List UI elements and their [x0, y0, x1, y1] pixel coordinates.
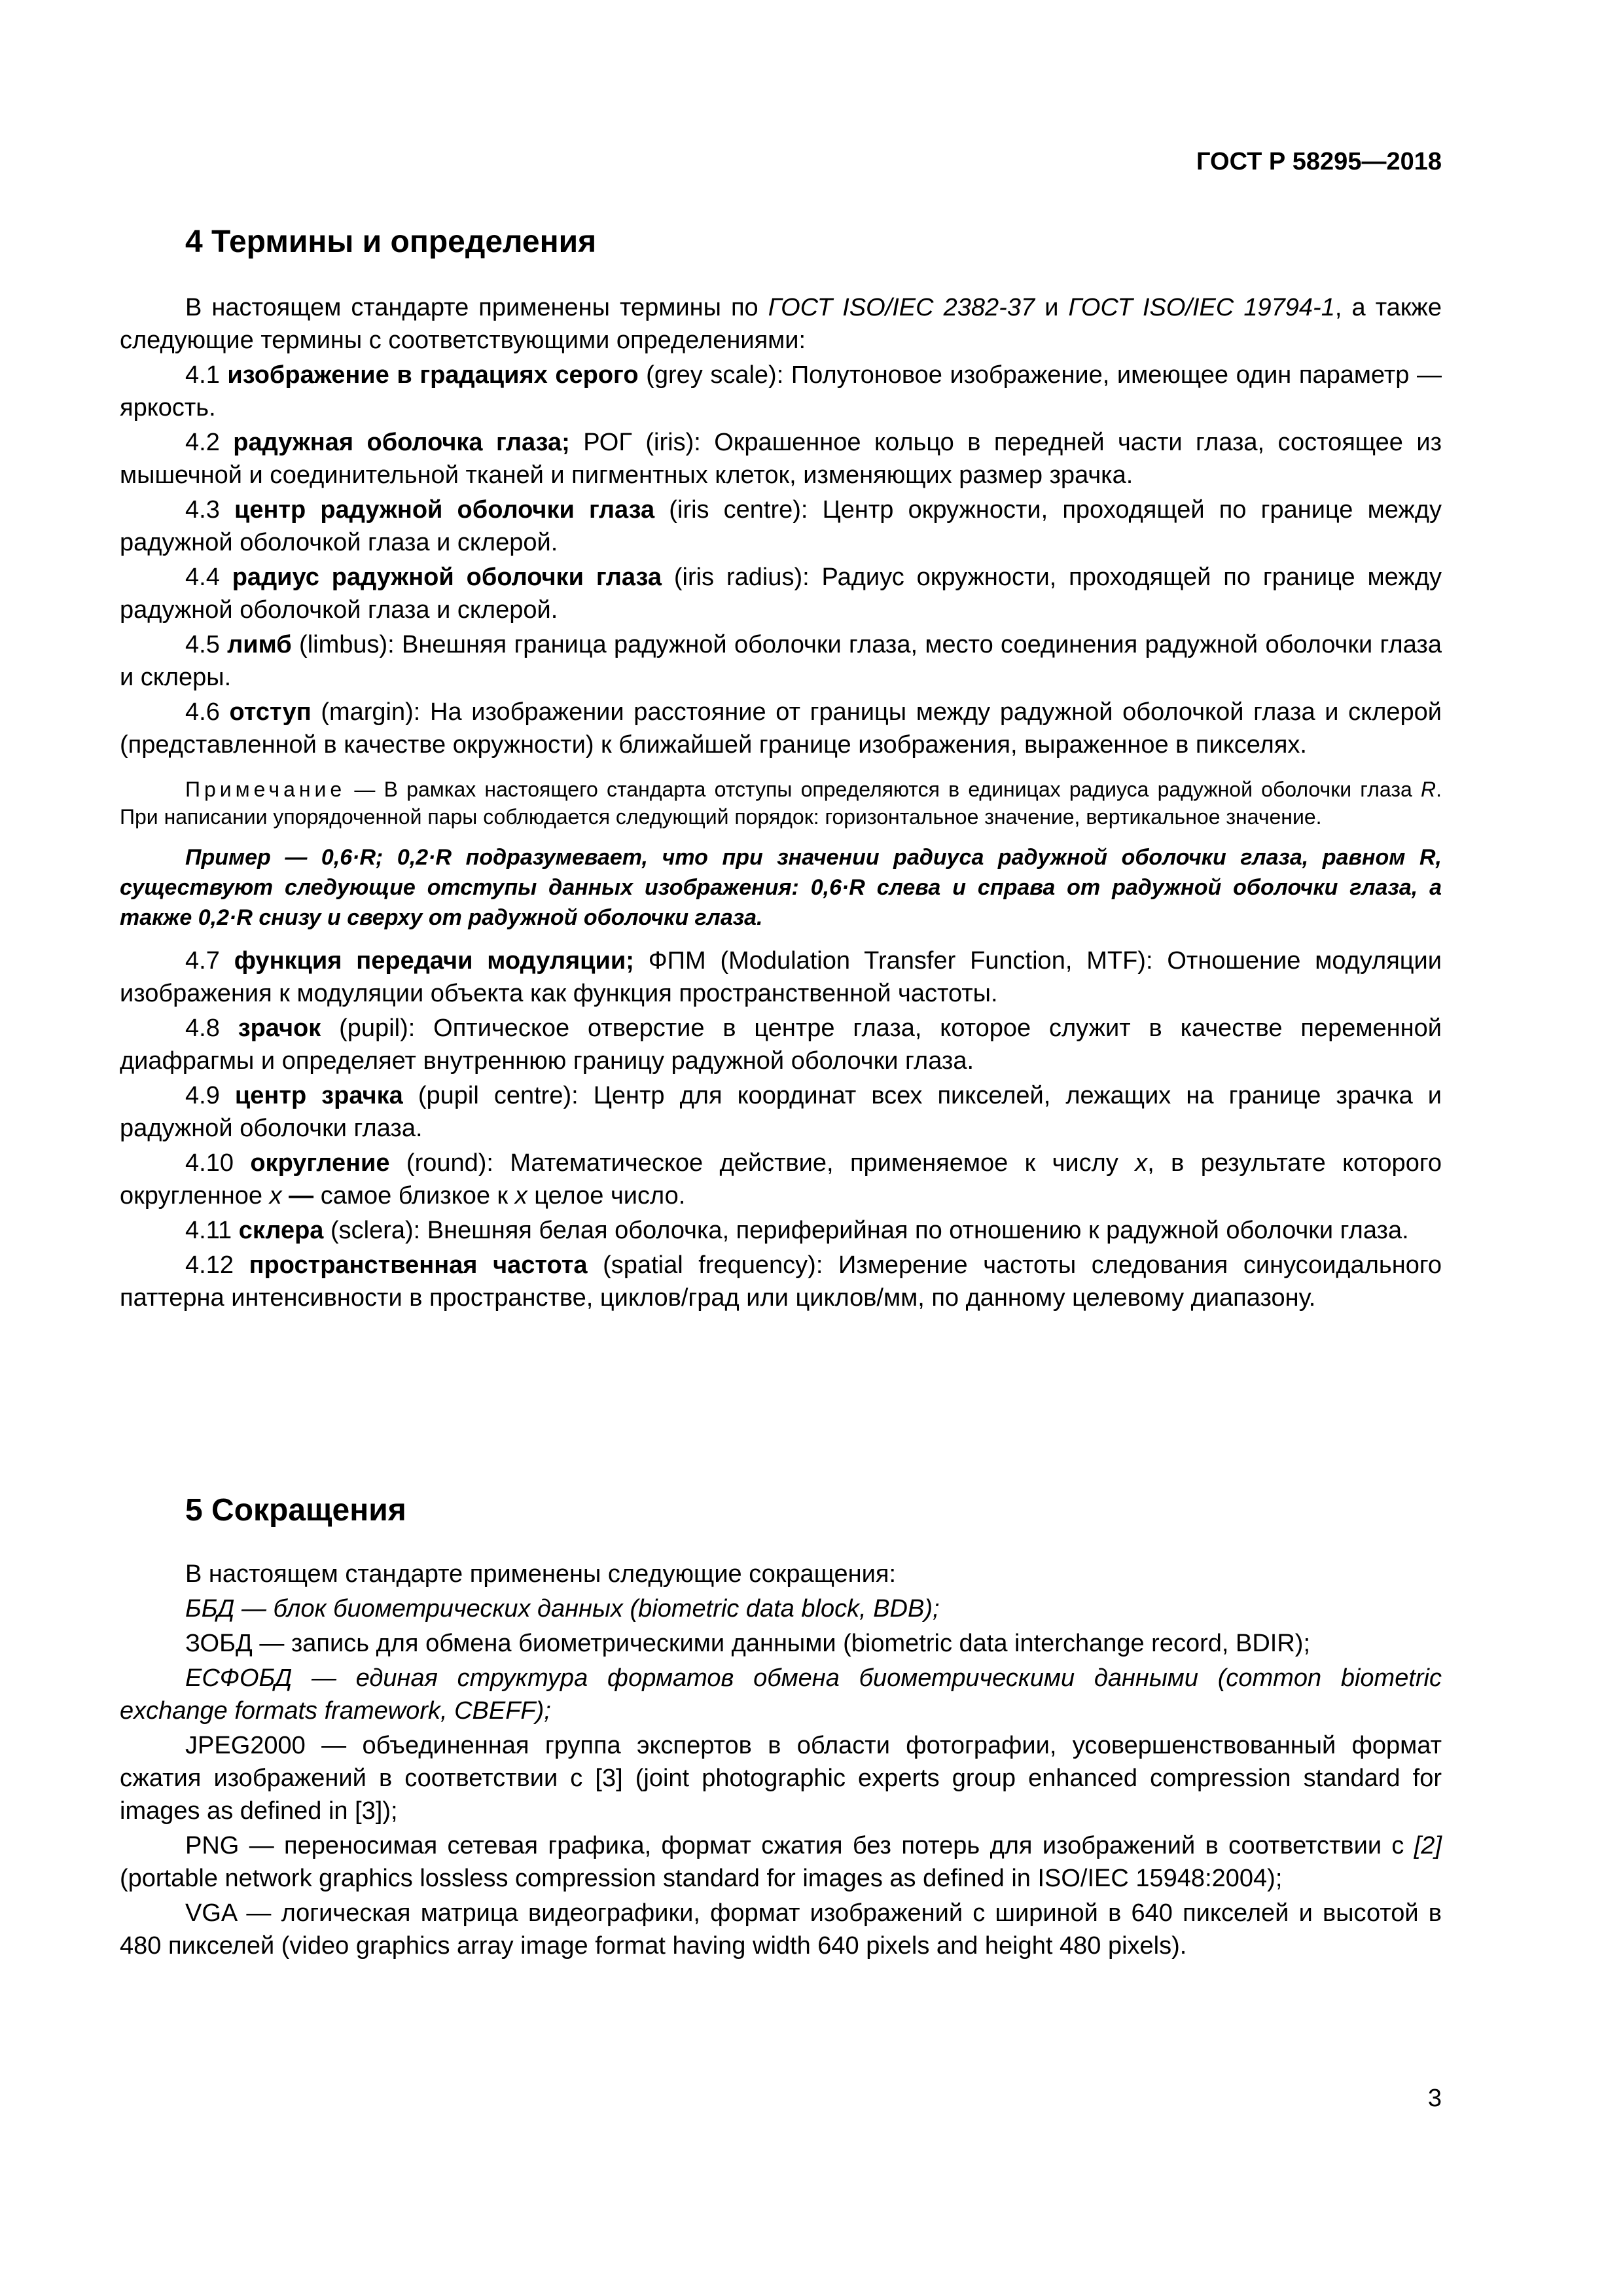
section-4-body [120, 291, 1442, 1316]
standard-header: ГОСТ Р 58295—2018 [1196, 148, 1442, 175]
term-4-12: 4.12 пространственная частота (spatial frequency): Измерение частоты следования синусоидального паттерна интенсивности в пространстве, циклов/град или циклов/мм, по данному целевому диапазону. [120, 1251, 1442, 1312]
term-4-1: 4.1 изображение в градациях серого (grey scale): Полутоновое изображение, имеющее один параметр — яркость. [120, 361, 1442, 422]
term-4-10: 4.10 округление (round): Математическое действие, применяемое к числу x, в результате которого округленное x — самое близкое к x целое число. [120, 1149, 1442, 1210]
section-4-intro: В настоящем стандарте применены термины по ГОСТ ISO/IEC 2382-37 и ГОСТ ISO/IEC 19794-1, а также следующие термины с соответствующими определениями: [120, 294, 1442, 354]
abbr-bbd: ББД — блок биометрических данных (biometric data block, BDB); [185, 1595, 940, 1623]
abbr-png: PNG — переносимая сетевая графика, формат сжатия без потерь для изображений в соответствии с [2] (portable network graphics lossless compression standard for images as defined in ISO/IEC 15948:2004); [120, 1832, 1442, 1892]
term-4-4: 4.4 радиус радужной оболочки глаза (iris radius): Радиус окружности, проходящей по границе между радужной оболочкой глаза и склерой. [120, 564, 1442, 624]
abbr-jpeg2000: JPEG2000 — объединенная группа экспертов в области фотографии, усовершенствованный формат сжатия изображений в соответствии с [3] (joint photographic experts group enhanced compression standard for images as defined in [3]); [120, 1732, 1442, 1825]
note: Примечание — В рамках настоящего стандарта отступы определяются в единицах радиуса радужной оболочки глаза R. При написании упорядоченной пары соблюдается следующий порядок: горизонтальное значение, вертикальное значение. [120, 778, 1442, 829]
example: Пример — 0,6·R; 0,2·R подразумевает, что при значении радиуса радужной оболочки глаза, равном R, существуют следующие отступы данных изображения: 0,6·R слева и справа от радужной оболочки глаза, а также 0,2·R снизу и сверху от радужной оболочки глаза. [120, 845, 1442, 930]
term-4-8: 4.8 зрачок (pupil): Оптическое отверстие в центре глаза, которое служит в качестве переменной диафрагмы и определяет внутреннюю границу радужной оболочки глаза. [120, 1014, 1442, 1075]
section-4-title: 4 Термины и определения [185, 224, 597, 259]
abbr-zobd: ЗОБД — запись для обмена биометрическими данными (biometric data interchange record, BDIR); [185, 1630, 1310, 1657]
term-4-11: 4.11 склера (sclera): Внешняя белая оболочка, периферийная по отношению к радужной оболочки глаза. [185, 1217, 1409, 1244]
section-5-body [120, 1558, 1442, 1964]
abbr-vga: VGA — логическая матрица видеографики, формат изображений с шириной в 640 пикселей и высотой в 480 пикселей (video graphics array image format having width 640 pixels and height 480 pixels). [120, 1899, 1442, 1960]
term-4-9: 4.9 центр зрачка (pupil centre): Центр для координат всех пикселей, лежащих на границе зрачка и радужной оболочки глаза. [120, 1082, 1442, 1142]
term-4-2: 4.2 радужная оболочка глаза; РОГ (iris): Окрашенное кольцо в передней части глаза, состоящее из мышечной и соединительной тканей и пигментных клеток, изменяющих размер зрачка. [120, 429, 1442, 489]
term-4-5: 4.5 лимб (limbus): Внешняя граница радужной оболочки глаза, место соединения радужной оболочки глаза и склеры. [120, 631, 1442, 691]
abbr-esfobd: ЕСФОБД — единая структура форматов обмена биометрическими данными (common biometric exchange formats framework, CBEFF); [120, 1664, 1442, 1725]
term-4-7: 4.7 функция передачи модуляции; ФПМ (Modulation Transfer Function, MTF): Отношение модуляции изображения к модуляции объекта как функция пространственной частоты. [120, 947, 1442, 1007]
page-number: 3 [1427, 2085, 1442, 2112]
term-4-3: 4.3 центр радужной оболочки глаза (iris centre): Центр окружности, проходящей по границе между радужной оболочкой глаза и склерой. [120, 496, 1442, 556]
section-5-title: 5 Сокращения [185, 1493, 406, 1528]
abbr-intro: В настоящем стандарте применены следующие сокращения: [185, 1560, 897, 1588]
term-4-6: 4.6 отступ (margin): На изображении расстояние от границы между радужной оболочкой глаза и склерой (представленной в качестве окружности) к ближайшей границе изображения, выраженное в пикселях. [120, 698, 1442, 759]
